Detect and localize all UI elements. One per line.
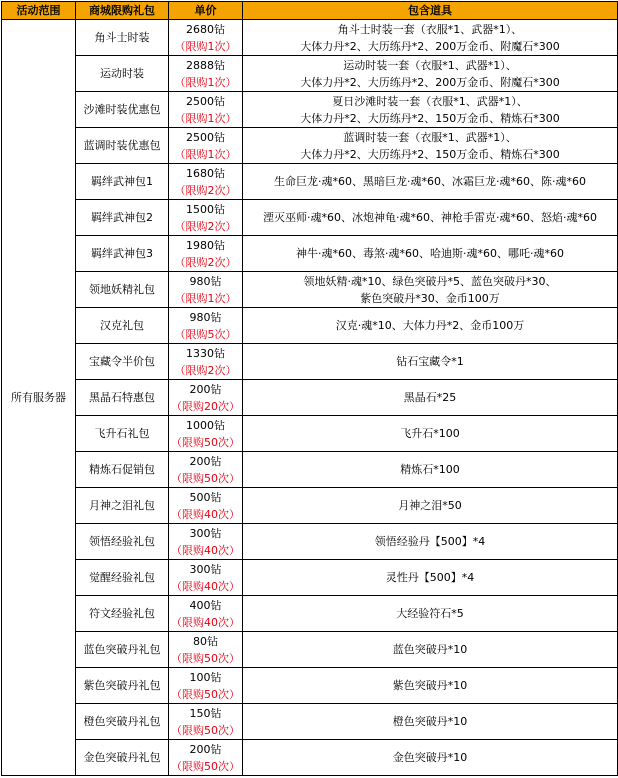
table-row (2, 20, 618, 56)
price-cell (169, 92, 243, 128)
price-cell (169, 236, 243, 272)
contents-cell (243, 200, 618, 236)
contents-cell (243, 452, 618, 488)
purchase-limit: （限购50次） (171, 759, 240, 773)
price-cell (169, 632, 243, 668)
price-cell (169, 56, 243, 92)
pack-name: 沙滩时装优惠包 (76, 92, 169, 128)
price-value: 2500钻 (186, 130, 225, 144)
contents-line: 神牛·魂*60、毒煞·魂*60、哈迪斯·魂*60、哪吒·魂*60 (296, 247, 564, 260)
price-value: 1500钻 (186, 202, 225, 216)
contents-line: 黑晶石*25 (403, 391, 457, 404)
pack-name: 蓝调时装优惠包 (76, 128, 169, 164)
contents-cell (243, 740, 618, 776)
table-row (2, 164, 618, 200)
contents-cell (243, 668, 618, 704)
pack-name: 紫色突破丹礼包 (76, 668, 169, 704)
contents-line: 运动时装一套（衣服*1、武器*1）、 (343, 58, 517, 72)
table-row (2, 308, 618, 344)
header-row (2, 2, 618, 20)
purchase-limit: （限购2次） (174, 219, 237, 233)
table-body (2, 20, 618, 776)
contents-cell (243, 524, 618, 560)
purchase-limit: （限购50次） (171, 687, 240, 701)
purchase-limit: （限购40次） (171, 615, 240, 629)
purchase-limit: （限购1次） (174, 291, 237, 305)
header-price: 单价 (169, 2, 243, 20)
contents-line: 精炼石*100 (400, 463, 460, 476)
purchase-limit: （限购2次） (174, 255, 237, 269)
contents-cell (243, 272, 618, 308)
pack-name: 宝藏令半价包 (76, 344, 169, 380)
table-row (2, 272, 618, 308)
table-row (2, 200, 618, 236)
pack-name: 符文经验礼包 (76, 596, 169, 632)
purchase-limit: （限购1次） (174, 147, 237, 161)
pack-name: 黑晶石特惠包 (76, 380, 169, 416)
price-value: 1000钻 (186, 418, 225, 432)
scope-cell: 所有服务器 (2, 20, 76, 776)
purchase-limit: （限购50次） (171, 435, 240, 449)
table-row (2, 668, 618, 704)
price-value: 80钻 (193, 634, 218, 648)
table-row (2, 92, 618, 128)
price-value: 980钻 (189, 274, 222, 288)
table-row (2, 524, 618, 560)
pack-name: 金色突破丹礼包 (76, 740, 169, 776)
pack-name: 羁绊武神包3 (76, 236, 169, 272)
contents-cell (243, 488, 618, 524)
price-cell (169, 308, 243, 344)
contents-cell (243, 560, 618, 596)
contents-line: 灵性丹【500】*4 (385, 571, 475, 584)
purchase-limit: （限购50次） (171, 471, 240, 485)
price-cell (169, 560, 243, 596)
contents-cell (243, 596, 618, 632)
contents-line: 大经验符石*5 (396, 607, 464, 620)
table-row (2, 380, 618, 416)
purchase-limit: （限购40次） (171, 543, 240, 557)
price-cell (169, 740, 243, 776)
contents-cell (243, 20, 618, 56)
price-cell (169, 416, 243, 452)
price-cell (169, 380, 243, 416)
price-value: 400钻 (189, 598, 222, 612)
price-value: 2680钻 (186, 22, 225, 36)
pack-name: 领地妖精礼包 (76, 272, 169, 308)
price-value: 200钻 (189, 742, 222, 756)
contents-line: 紫色突破丹*30、金币100万 (360, 291, 500, 305)
contents-line: 大体力丹*2、大历练丹*2、200万金币、附魔石*300 (300, 75, 560, 89)
price-value: 980钻 (189, 310, 222, 324)
price-cell (169, 272, 243, 308)
table-row (2, 236, 618, 272)
purchase-limit: （限购50次） (171, 651, 240, 665)
contents-line: 飞升石*100 (400, 427, 460, 440)
pack-name: 羁绊武神包2 (76, 200, 169, 236)
contents-cell (243, 236, 618, 272)
pack-name: 月神之泪礼包 (76, 488, 169, 524)
pack-name: 汉克礼包 (76, 308, 169, 344)
table-row (2, 56, 618, 92)
table-row (2, 344, 618, 380)
contents-cell (243, 164, 618, 200)
contents-cell (243, 92, 618, 128)
contents-line: 夏日沙滩时装一套（衣服*1、武器*1）、 (332, 94, 528, 108)
pack-name: 觉醒经验礼包 (76, 560, 169, 596)
purchase-limit: （限购40次） (171, 507, 240, 521)
price-value: 1980钻 (186, 238, 225, 252)
contents-line: 蓝色突破丹*10 (392, 643, 468, 656)
purchase-limit: （限购5次） (174, 327, 237, 341)
contents-line: 大体力丹*2、大历练丹*2、150万金币、精炼石*300 (300, 111, 560, 125)
pack-name: 飞升石礼包 (76, 416, 169, 452)
price-value: 2888钻 (186, 58, 225, 72)
purchase-limit: （限购1次） (174, 111, 237, 125)
purchase-limit: （限购50次） (171, 723, 240, 737)
contents-cell (243, 308, 618, 344)
table-row (2, 128, 618, 164)
pack-name: 蓝色突破丹礼包 (76, 632, 169, 668)
price-value: 2500钻 (186, 94, 225, 108)
price-cell (169, 452, 243, 488)
pack-name: 角斗士时装 (76, 20, 169, 56)
header-pack: 商城限购礼包 (76, 2, 169, 20)
contents-cell (243, 704, 618, 740)
table-row (2, 488, 618, 524)
contents-line: 领悟经验丹【500】*4 (374, 535, 486, 548)
pack-name: 橙色突破丹礼包 (76, 704, 169, 740)
price-cell (169, 704, 243, 740)
price-value: 500钻 (189, 490, 222, 504)
contents-line: 汉克·魂*10、大体力丹*2、金币100万 (335, 319, 525, 332)
contents-line: 大体力丹*2、大历练丹*2、150万金币、精炼石*300 (300, 147, 560, 161)
purchase-limit: （限购20次） (171, 399, 240, 413)
table-row (2, 632, 618, 668)
table-row (2, 704, 618, 740)
price-value: 1680钻 (186, 166, 225, 180)
price-cell (169, 164, 243, 200)
table-row (2, 560, 618, 596)
contents-line: 生命巨龙·魂*60、黑暗巨龙·魂*60、冰霜巨龙·魂*60、陈·魂*60 (274, 175, 586, 188)
price-cell (169, 344, 243, 380)
table-row (2, 416, 618, 452)
price-value: 300钻 (189, 562, 222, 576)
purchase-limit: （限购40次） (171, 579, 240, 593)
contents-cell (243, 344, 618, 380)
table-row (2, 740, 618, 776)
price-cell (169, 128, 243, 164)
price-value: 200钻 (189, 454, 222, 468)
purchase-limit: （限购1次） (174, 39, 237, 53)
contents-line: 大体力丹*2、大历练丹*2、200万金币、附魔石*300 (300, 39, 560, 53)
contents-line: 湮灭巫师·魂*60、冰炮神龟·魂*60、神枪手雷克·魂*60、怒焰·魂*60 (263, 211, 597, 224)
contents-cell (243, 128, 618, 164)
pack-name: 精炼石促销包 (76, 452, 169, 488)
pack-name: 羁绊武神包1 (76, 164, 169, 200)
contents-cell (243, 56, 618, 92)
price-cell (169, 524, 243, 560)
purchase-limit: （限购2次） (174, 183, 237, 197)
contents-cell (243, 380, 618, 416)
price-cell (169, 20, 243, 56)
contents-line: 钻石宝藏令*1 (396, 355, 464, 368)
price-cell (169, 668, 243, 704)
contents-line: 蓝调时装一套（衣服*1、武器*1）、 (343, 130, 517, 144)
price-cell (169, 488, 243, 524)
pack-name: 领悟经验礼包 (76, 524, 169, 560)
price-cell (169, 200, 243, 236)
contents-line: 金色突破丹*10 (392, 751, 468, 764)
gift-pack-table (1, 1, 618, 776)
price-value: 150钻 (189, 706, 222, 720)
contents-line: 角斗士时装一套（衣服*1、武器*1）、 (337, 22, 523, 36)
purchase-limit: （限购2次） (174, 363, 237, 377)
table-row (2, 452, 618, 488)
contents-line: 橙色突破丹*10 (392, 715, 468, 728)
header-scope: 活动范围 (2, 2, 76, 20)
purchase-limit: （限购1次） (174, 75, 237, 89)
price-value: 300钻 (189, 526, 222, 540)
contents-line: 紫色突破丹*10 (392, 679, 468, 692)
pack-name: 运动时装 (76, 56, 169, 92)
contents-cell (243, 416, 618, 452)
contents-cell (243, 632, 618, 668)
price-value: 1330钻 (186, 346, 225, 360)
contents-line: 月神之泪*50 (398, 499, 462, 512)
header-contents: 包含道具 (243, 2, 618, 20)
price-value: 200钻 (189, 382, 222, 396)
price-cell (169, 596, 243, 632)
price-value: 100钻 (189, 670, 222, 684)
table-row (2, 596, 618, 632)
contents-line: 领地妖精·魂*10、绿色突破丹*5、蓝色突破丹*30、 (303, 274, 557, 288)
